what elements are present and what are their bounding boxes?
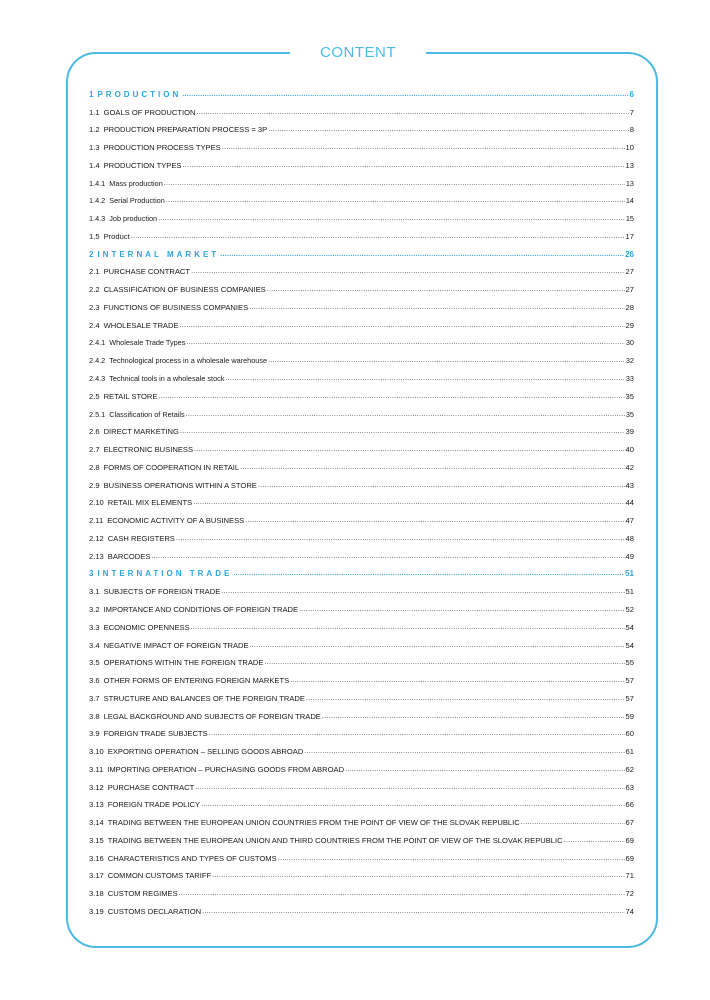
toc-entry-number: 1.4.1 (89, 178, 106, 188)
toc-entry[interactable] (89, 384, 634, 402)
toc-entry-page: 54 (625, 622, 634, 632)
toc-entry-title: CLASSIFICATION OF BUSINESS COMPANIES (103, 285, 266, 295)
toc-entry[interactable] (89, 739, 634, 757)
toc-entry-title: CASH REGISTERS (107, 533, 175, 543)
toc-entry[interactable] (89, 189, 634, 207)
title-container (290, 41, 426, 65)
toc-entry[interactable] (89, 260, 634, 278)
toc-entry-page: 30 (625, 338, 634, 348)
toc-entry[interactable] (89, 473, 634, 491)
toc-entry[interactable] (89, 704, 634, 722)
toc-entry[interactable] (89, 455, 634, 473)
toc-entry-number: 3.14 (89, 818, 104, 828)
toc-entry-number: 3.8 (89, 711, 100, 721)
toc-entry-page: 71 (625, 871, 634, 881)
toc-entry-number: 1.4 (89, 160, 100, 170)
toc-entry[interactable] (89, 793, 634, 811)
toc-entry[interactable] (89, 206, 634, 224)
toc-entry-title: RETAIL STORE (103, 391, 158, 401)
toc-entry-number: 3.7 (89, 693, 100, 703)
toc-entry-title: CUSTOM REGIMES (107, 889, 178, 899)
toc-entry[interactable] (89, 846, 634, 864)
toc-entry-page: 59 (625, 711, 634, 721)
toc-entry-title: Classification of Retails (109, 409, 185, 419)
toc-entry-title: Wholesale Trade Types (109, 338, 186, 348)
toc-entry[interactable] (89, 864, 634, 882)
toc-entry-page: 48 (625, 533, 634, 543)
toc-entry-number: 2.1 (89, 267, 100, 277)
toc-entry-number: 2.4.2 (89, 356, 106, 366)
toc-entry-number: 2.9 (89, 480, 100, 490)
toc-entry[interactable] (89, 508, 634, 526)
toc-entry-number: 2.11 (89, 516, 104, 526)
toc-entry-page: 49 (625, 551, 634, 561)
toc-leader-dots (267, 285, 625, 295)
toc-leader-dots (268, 356, 625, 366)
toc-leader-dots (521, 818, 625, 828)
toc-entry-title: INTERNATION TRADE (97, 569, 233, 579)
toc-entry-page: 52 (625, 604, 634, 614)
toc-entry[interactable] (89, 562, 634, 580)
toc-leader-dots (180, 427, 625, 437)
toc-entry-number: 3.6 (89, 676, 100, 686)
toc-leader-dots (209, 729, 625, 739)
toc-entry-title: FOREIGN TRADE SUBJECTS (103, 729, 208, 739)
toc-entry[interactable] (89, 153, 634, 171)
toc-entry-page: 13 (625, 160, 634, 170)
toc-entry-page: 15 (625, 214, 634, 224)
toc-entry-page: 66 (625, 800, 634, 810)
toc-entry-number: 3.13 (89, 800, 104, 810)
toc-entry-number: 3.9 (89, 729, 100, 739)
toc-entry-page: 27 (625, 285, 634, 295)
toc-entry-title: PRODUCTION (97, 89, 182, 99)
toc-entry[interactable] (89, 277, 634, 295)
toc-entry-page: 47 (625, 516, 634, 526)
toc-entry-page: 8 (629, 125, 634, 135)
toc-leader-dots (278, 854, 625, 864)
toc-entry-title: WHOLESALE TRADE (103, 320, 179, 330)
toc-entry-title: IMPORTING OPERATION – PURCHASING GOODS FROM ABROAD (107, 764, 345, 774)
toc-entry[interactable] (89, 810, 634, 828)
toc-entry-title: ECONOMIC OPENNESS (103, 622, 190, 632)
toc-entry[interactable] (89, 828, 634, 846)
toc-leader-dots (258, 481, 625, 491)
toc-entry-title: DIRECT MARKETING (103, 427, 179, 437)
toc-entry[interactable] (89, 313, 634, 331)
toc-leader-dots (201, 800, 624, 810)
toc-leader-dots (151, 552, 624, 562)
toc-entry-number: 2.12 (89, 533, 104, 543)
toc-entry[interactable] (89, 722, 634, 740)
toc-entry[interactable] (89, 881, 634, 899)
toc-entry-number: 3.12 (89, 782, 104, 792)
toc-leader-dots (176, 534, 625, 544)
toc-entry-title: IMPORTANCE AND CONDITIONS OF FOREIGN TRADE (103, 604, 299, 614)
toc-entry[interactable] (89, 633, 634, 651)
toc-entry-number: 1.4.2 (89, 196, 106, 206)
toc-entry-number: 2.13 (89, 551, 104, 561)
toc-entry-page: 10 (625, 143, 634, 153)
toc-entry-page: 6 (629, 89, 634, 99)
toc-entry-title: NEGATIVE IMPACT OF FOREIGN TRADE (103, 640, 249, 650)
toc-leader-dots (131, 232, 625, 242)
toc-leader-dots (268, 125, 629, 135)
page-title: CONTENT (320, 44, 396, 61)
toc-leader-dots (225, 374, 624, 384)
toc-leader-dots (182, 161, 624, 171)
toc-entry[interactable] (89, 420, 634, 438)
toc-entry-page: 14 (625, 196, 634, 206)
toc-entry-title: GOALS OF PRODUCTION (103, 107, 196, 117)
toc-entry-number: 1.2 (89, 125, 100, 135)
toc-leader-dots (179, 889, 625, 899)
toc-entry-page: 42 (625, 462, 634, 472)
toc-entry-page: 55 (625, 658, 634, 668)
toc-entry-title: EXPORTING OPERATION – SELLING GOODS ABROAD (107, 747, 304, 757)
toc-leader-dots (180, 321, 625, 331)
toc-entry-page: 63 (625, 782, 634, 792)
toc-entry-title: PRODUCTION PROCESS TYPES (103, 143, 221, 153)
toc-leader-dots (164, 179, 625, 189)
toc-entry-title: ECONOMIC ACTIVITY OF A BUSINESS (107, 516, 245, 526)
toc-entry-page: 69 (625, 853, 634, 863)
toc-entry-page: 27 (625, 267, 634, 277)
toc-entry-page: 7 (629, 107, 634, 117)
toc-entry[interactable] (89, 135, 634, 153)
toc-entry-number: 2.10 (89, 498, 104, 508)
toc-entry[interactable] (89, 402, 634, 420)
toc-entry[interactable] (89, 757, 634, 775)
toc-entry[interactable] (89, 615, 634, 633)
toc-entry-title: Product (103, 231, 130, 241)
toc-entry-number: 2.4.1 (89, 338, 106, 348)
toc-leader-dots (222, 143, 625, 153)
toc-leader-dots (290, 676, 624, 686)
toc-entry-title: Job production (109, 214, 158, 224)
toc-entry[interactable] (89, 295, 634, 313)
toc-entry[interactable] (89, 100, 634, 118)
toc-entry-page: 35 (625, 409, 634, 419)
toc-entry-page: 69 (625, 835, 634, 845)
toc-entry-page: 13 (625, 178, 634, 188)
toc-entry-number: 3.1 (89, 587, 100, 597)
toc-entry-number: 3.4 (89, 640, 100, 650)
toc-entry-title: PURCHASE CONTRACT (107, 782, 195, 792)
toc-entry-number: 2.6 (89, 427, 100, 437)
toc-entry-number: 3.3 (89, 622, 100, 632)
toc-entry-page: 62 (625, 764, 634, 774)
toc-entry-number: 3.11 (89, 764, 104, 774)
toc-entry[interactable] (89, 899, 634, 917)
toc-entry-number: 2.2 (89, 285, 100, 295)
toc-leader-dots (194, 445, 625, 455)
toc-leader-dots (186, 338, 625, 348)
toc-entry-number: 1.3 (89, 143, 100, 153)
toc-entry-title: ELECTRONIC BUSINESS (103, 445, 194, 455)
toc-leader-dots (195, 783, 624, 793)
toc-entry[interactable] (89, 171, 634, 189)
toc-entry-title: RETAIL MIX ELEMENTS (107, 498, 193, 508)
toc-entry-page: 29 (625, 320, 634, 330)
toc-leader-dots (191, 623, 625, 633)
table-of-contents (89, 82, 634, 917)
toc-entry-number: 3.5 (89, 658, 100, 668)
toc-entry-number: 1.4.3 (89, 214, 106, 224)
toc-entry-page: 57 (625, 676, 634, 686)
toc-entry-page: 26 (625, 249, 634, 259)
toc-entry-page: 54 (625, 640, 634, 650)
toc-entry-title: FOREIGN TRADE POLICY (107, 800, 201, 810)
toc-entry-title: Technical tools in a wholesale stock (109, 374, 225, 384)
toc-entry-number: 1.5 (89, 231, 100, 241)
toc-entry-title: SUBJECTS OF FOREIGN TRADE (103, 587, 221, 597)
toc-entry[interactable] (89, 348, 634, 366)
toc-entry-number: 2 (89, 249, 94, 259)
toc-entry-number: 3.2 (89, 604, 100, 614)
toc-entry-title: OPERATIONS WITHIN THE FOREIGN TRADE (103, 658, 264, 668)
toc-leader-dots (158, 392, 624, 402)
toc-entry-title: STRUCTURE AND BALANCES OF THE FOREIGN TRADE (103, 693, 305, 703)
toc-entry-page: 39 (625, 427, 634, 437)
toc-entry-title: INTERNAL MARKET (97, 249, 220, 259)
toc-entry[interactable] (89, 668, 634, 686)
toc-entry-title: BUSINESS OPERATIONS WITHIN A STORE (103, 480, 257, 490)
toc-entry-page: 67 (625, 818, 634, 828)
toc-entry-title: Mass production (109, 178, 163, 188)
toc-leader-dots (220, 250, 624, 260)
toc-entry-title: BARCODES (107, 551, 151, 561)
toc-entry-title: CUSTOMS DECLARATION (107, 906, 202, 916)
toc-entry-title: OTHER FORMS OF ENTERING FOREIGN MARKETS (103, 676, 290, 686)
toc-entry-number: 2.5 (89, 391, 100, 401)
toc-leader-dots (182, 90, 628, 100)
toc-entry[interactable] (89, 544, 634, 562)
toc-entry-title: PRODUCTION TYPES (103, 160, 182, 170)
toc-entry-number: 2.3 (89, 302, 100, 312)
toc-entry-page: 17 (625, 231, 634, 241)
toc-entry[interactable] (89, 686, 634, 704)
toc-entry-number: 3.18 (89, 889, 104, 899)
toc-entry-page: 40 (625, 445, 634, 455)
toc-entry-page: 32 (625, 356, 634, 366)
toc-entry-number: 2.4 (89, 320, 100, 330)
toc-entry-title: Serial Production (109, 196, 165, 206)
toc-entry-title: TRADING BETWEEN THE EUROPEAN UNION COUNTRIES FROM THE POINT OF VIEW OF THE SLOVAK REPUBLIC (107, 818, 520, 828)
toc-leader-dots (212, 871, 624, 881)
toc-entry-title: LEGAL BACKGROUND AND SUBJECTS OF FOREIGN TRADE (103, 711, 321, 721)
toc-entry-title: PRODUCTION PREPARATION PROCESS = 3P (103, 125, 268, 135)
toc-entry-title: CHARACTERISTICS AND TYPES OF CUSTOMS (107, 853, 277, 863)
toc-leader-dots (564, 836, 625, 846)
toc-entry[interactable] (89, 526, 634, 544)
toc-entry[interactable] (89, 775, 634, 793)
toc-leader-dots (345, 765, 624, 775)
toc-entry[interactable] (89, 331, 634, 349)
toc-entry-number: 3.16 (89, 853, 104, 863)
toc-entry-page: 44 (625, 498, 634, 508)
toc-leader-dots (202, 907, 624, 917)
toc-leader-dots (264, 658, 624, 668)
toc-leader-dots (221, 587, 624, 597)
toc-entry-number: 2.7 (89, 445, 100, 455)
toc-entry-title: PURCHASE CONTRACT (103, 267, 191, 277)
toc-leader-dots (245, 516, 624, 526)
toc-entry-page: 74 (625, 906, 634, 916)
toc-leader-dots (299, 605, 624, 615)
toc-entry-number: 3.17 (89, 871, 104, 881)
toc-entry-number: 3.10 (89, 747, 104, 757)
toc-leader-dots (193, 498, 624, 508)
toc-leader-dots (233, 569, 624, 579)
toc-entry-page: 51 (625, 569, 634, 579)
toc-entry[interactable] (89, 597, 634, 615)
toc-entry-page: 51 (625, 587, 634, 597)
toc-entry-title: FUNCTIONS OF BUSINESS COMPANIES (103, 302, 249, 312)
toc-entry-number: 3.15 (89, 835, 104, 845)
toc-leader-dots (249, 303, 624, 313)
toc-leader-dots (166, 196, 625, 206)
toc-entry-title: COMMON CUSTOMS TARIFF (107, 871, 212, 881)
toc-entry-title: TRADING BETWEEN THE EUROPEAN UNION AND THIRD COUNTRIES FROM THE POINT OF VIEW OF THE SLOVAK REPUBLIC (107, 835, 563, 845)
toc-entry-title: Technological process in a wholesale warehouse (109, 356, 268, 366)
toc-leader-dots (240, 463, 624, 473)
toc-leader-dots (304, 747, 624, 757)
toc-entry[interactable] (89, 437, 634, 455)
toc-entry-number: 2.4.3 (89, 374, 106, 384)
toc-entry-page: 28 (625, 302, 634, 312)
toc-entry-page: 60 (625, 729, 634, 739)
toc-entry-number: 2.5.1 (89, 409, 106, 419)
toc-entry-number: 3 (89, 569, 94, 579)
toc-entry-page: 72 (625, 889, 634, 899)
toc-entry-page: 33 (625, 374, 634, 384)
toc-leader-dots (158, 214, 625, 224)
toc-leader-dots (306, 694, 625, 704)
toc-leader-dots (250, 641, 625, 651)
toc-leader-dots (322, 712, 625, 722)
toc-entry-page: 43 (625, 480, 634, 490)
toc-entry[interactable] (89, 82, 634, 100)
toc-entry-page: 57 (625, 693, 634, 703)
toc-entry[interactable] (89, 366, 634, 384)
toc-entry-page: 61 (625, 747, 634, 757)
toc-entry[interactable] (89, 224, 634, 242)
toc-entry-number: 2.8 (89, 462, 100, 472)
toc-entry[interactable] (89, 491, 634, 509)
toc-entry[interactable] (89, 118, 634, 136)
toc-entry-number: 1.1 (89, 107, 100, 117)
toc-entry-number: 3.19 (89, 906, 104, 916)
toc-entry[interactable] (89, 242, 634, 260)
toc-entry-title: FORMS OF COOPERATION IN RETAIL (103, 462, 240, 472)
toc-leader-dots (186, 410, 625, 420)
toc-leader-dots (197, 108, 629, 118)
toc-entry-number: 1 (89, 89, 94, 99)
toc-entry-page: 35 (625, 391, 634, 401)
toc-leader-dots (191, 267, 624, 277)
toc-entry[interactable] (89, 579, 634, 597)
toc-entry[interactable] (89, 651, 634, 669)
